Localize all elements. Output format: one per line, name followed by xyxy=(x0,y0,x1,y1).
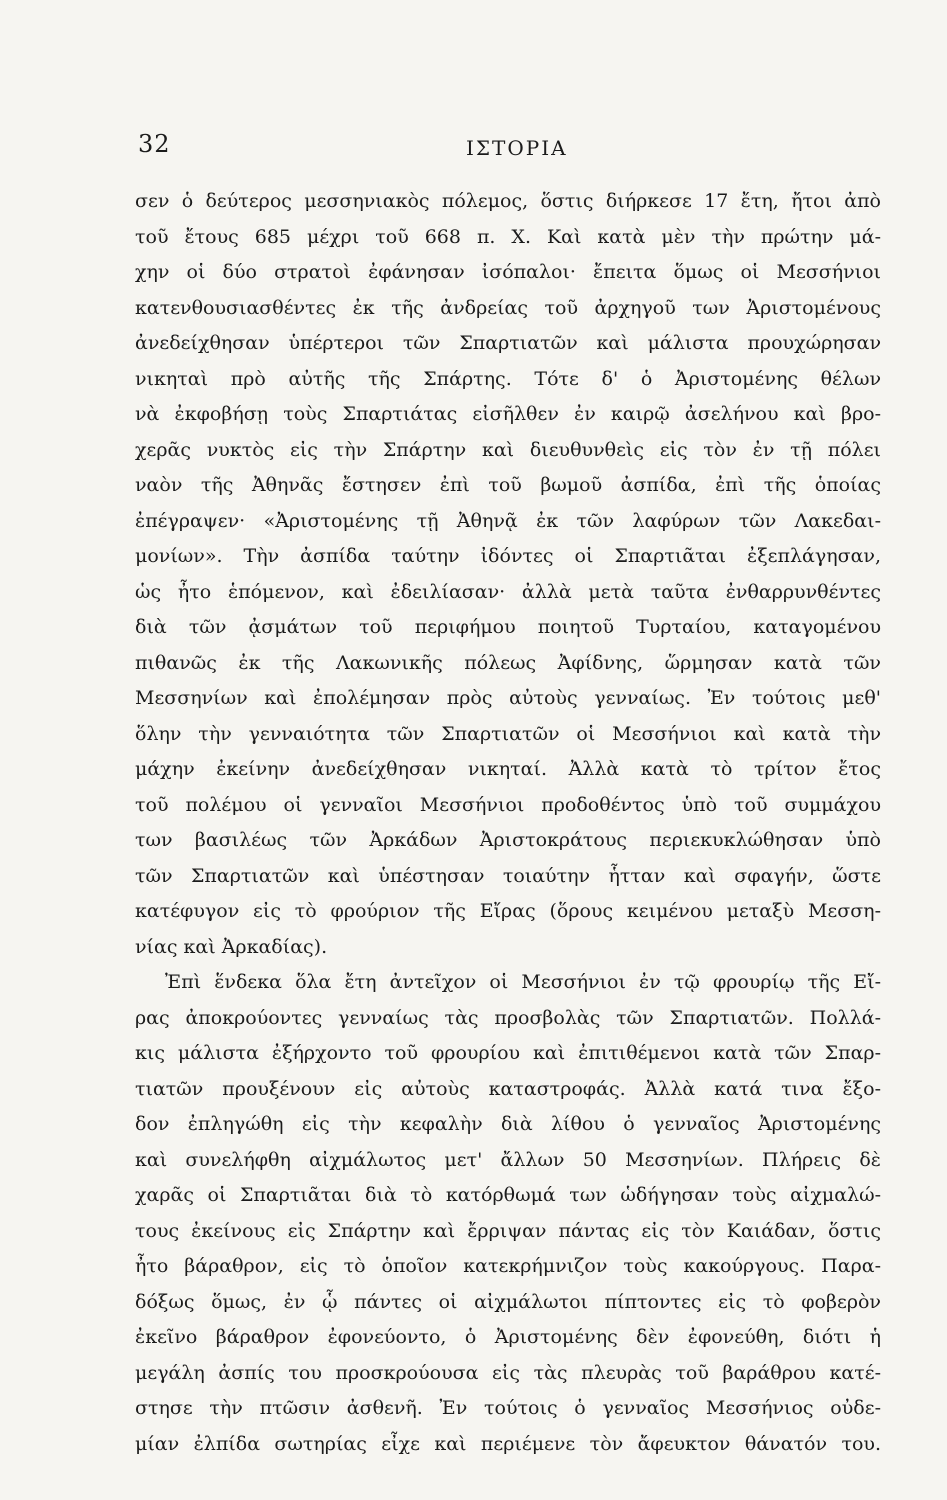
text-line: ἐπέγραψεν· «Ἀριστομένης τῇ Ἀθηνᾷ ἐκ τῶν λαφύρων τῶν Λακεδαι- xyxy=(135,509,881,532)
text-line: ἀνεδείχθησαν ὑπέρτεροι τῶν Σπαρτιατῶν καὶ μάλιστα προυχώρησαν xyxy=(135,332,881,354)
text-line: χην οἱ δύο στρατοὶ ἐφάνησαν ἰσόπαλοι· ἔπειτα ὅμως οἱ Μεσσήνιοι xyxy=(135,261,881,283)
text-line: μονίων». Τὴν ἀσπίδα ταύτην ἰδόντες οἱ Σπαρτιᾶται ἐξεπλάγησαν, xyxy=(135,545,881,567)
text-line: ἐκεῖνο βάραθρον ἐφονεύοντο, ὁ Ἀριστομένης δὲν ἐφονεύθη, διότι ἡ xyxy=(135,1326,881,1348)
text-line: στησε τὴν πτῶσιν ἀσθενῆ. Ἐν τούτοις ὁ γενναῖος Μεσσήνιος οὐδε- xyxy=(135,1397,881,1419)
page-number: 32 xyxy=(138,130,171,158)
text-line: νίας καὶ Ἀρκαδίας). xyxy=(135,935,328,958)
page-header xyxy=(138,130,885,170)
text-line: Μεσσηνίων καὶ ἐπολέμησαν πρὸς αὐτοὺς γενναίως. Ἐν τούτοις μεθ' xyxy=(135,687,881,709)
text-line: μάχην ἐκείνην ἀνεδείχθησαν νικηταί. Ἀλλὰ κατὰ τὸ τρίτον ἔτος xyxy=(135,758,881,780)
body-text xyxy=(135,184,881,1462)
text-line: πιθανῶς ἐκ τῆς Λακωνικῆς πόλεως Ἀφίδνης, ὥρμησαν κατὰ τῶν xyxy=(135,651,881,674)
text-line: δόξως ὅμως, ἐν ᾧ πάντες οἱ αἰχμάλωτοι πίπτοντες εἰς τὸ φοβερὸν xyxy=(135,1290,881,1313)
text-line: των βασιλέως τῶν Ἀρκάδων Ἀριστοκράτους περιεκυκλώθησαν ὑπὸ xyxy=(135,829,881,851)
text-line: ὅλην τὴν γενναιότητα τῶν Σπαρτιατῶν οἱ Μεσσήνιοι καὶ κατὰ τὴν xyxy=(135,722,881,745)
text-line: καὶ συνελήφθη αἰχμάλωτος μετ' ἄλλων 50 Μεσσηνίων. Πλήρεις δὲ xyxy=(135,1148,881,1171)
text-line: τους ἐκείνους εἰς Σπάρτην καὶ ἔρριψαν πάντας εἰς τὸν Καιάδαν, ὅστις xyxy=(135,1219,881,1242)
text-line: Ἐπὶ ἕνδεκα ὅλα ἔτη ἀντεῖχον οἱ Μεσσήνιοι ἐν τῷ φρουρίῳ τῆς Εἴ- xyxy=(165,971,881,993)
text-line: σεν ὁ δεύτερος μεσσηνιακὸς πόλεμος, ὅστις διήρκεσε 17 ἔτη, ἤτοι ἀπὸ xyxy=(135,190,881,212)
running-head: ΙΣΤΟΡΙΑ xyxy=(466,136,568,160)
text-line: κατενθουσιασθέντες ἐκ τῆς ἀνδρείας τοῦ ἀρχηγοῦ των Ἀριστομένους xyxy=(135,296,881,319)
text-line: κις μάλιστα ἐξήρχοντο τοῦ φρουρίου καὶ ἐπιτιθέμενοι κατὰ τῶν Σπαρ- xyxy=(135,1042,881,1064)
text-line: ναὸν τῆς Ἀθηνᾶς ἔστησεν ἐπὶ τοῦ βωμοῦ ἀσπίδα, ἐπὶ τῆς ὁποίας xyxy=(135,474,881,496)
text-line: χαρᾶς οἱ Σπαρτιᾶται διὰ τὸ κατόρθωμά των ὡδήγησαν τοὺς αἰχμαλώ- xyxy=(135,1184,881,1206)
text-line: μίαν ἐλπίδα σωτηρίας εἶχε καὶ περιέμενε τὸν ἄφευκτον θάνατόν του. xyxy=(135,1432,881,1455)
text-line: τιατῶν προυξένουν εἰς αὐτοὺς καταστροφάς. Ἀλλὰ κατά τινα ἔξο- xyxy=(135,1077,881,1100)
text-line: τῶν Σπαρτιατῶν καὶ ὑπέστησαν τοιαύτην ἧτταν καὶ σφαγήν, ὥστε xyxy=(135,864,881,887)
text-line: δον ἐπληγώθη εἰς τὴν κεφαλὴν διὰ λίθου ὁ γενναῖος Ἀριστομένης xyxy=(135,1113,881,1135)
text-line: ρας ἀποκρούοντες γενναίως τὰς προσβολὰς τῶν Σπαρτιατῶν. Πολλά- xyxy=(135,1006,881,1029)
text-line: ἦτο βάραθρον, εἰς τὸ ὁποῖον κατεκρήμνιζον τοὺς κακούργους. Παρα- xyxy=(135,1255,881,1277)
text-line: ὡς ἦτο ἑπόμενον, καὶ ἐδειλίασαν· ἀλλὰ μετὰ ταῦτα ἐνθαρρυνθέντες xyxy=(135,580,881,603)
text-line: διὰ τῶν ᾀσμάτων τοῦ περιφήμου ποιητοῦ Τυρταίου, καταγομένου xyxy=(135,616,881,638)
text-line: νικηταὶ πρὸ αὐτῆς τῆς Σπάρτης. Τότε δ' ὁ Ἀριστομένης θέλων xyxy=(135,367,881,390)
text-line: μεγάλη ἀσπίς του προσκρούουσα εἰς τὰς πλευρὰς τοῦ βαράθρου κατέ- xyxy=(135,1361,881,1384)
text-line: χερᾶς νυκτὸς εἰς τὴν Σπάρτην καὶ διευθυνθεὶς εἰς τὸν ἐν τῇ πόλει xyxy=(135,438,881,461)
text-line: τοῦ ἔτους 685 μέχρι τοῦ 668 π. Χ. Καὶ κατὰ μὲν τὴν πρώτην μά- xyxy=(135,225,881,248)
text-line: κατέφυγον εἰς τὸ φρούριον τῆς Εἴρας (ὅρους κειμένου μεταξὺ Μεσση- xyxy=(135,900,881,922)
text-line: νὰ ἐκφοβήσῃ τοὺς Σπαρτιάτας εἰσῆλθεν ἐν καιρῷ ἀσελήνου καὶ βρο- xyxy=(135,403,881,425)
text-line: τοῦ πολέμου οἱ γενναῖοι Μεσσήνιοι προδοθέντος ὑπὸ τοῦ συμμάχου xyxy=(135,793,881,816)
